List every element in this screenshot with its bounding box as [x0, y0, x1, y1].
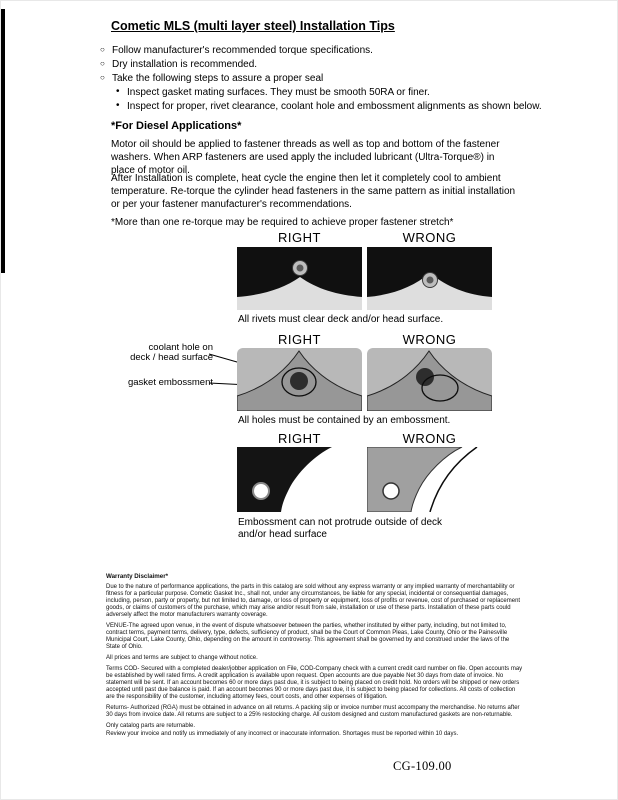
retorque-note: *More than one re-torque may be required to achieve proper fastener stretch*: [111, 217, 454, 228]
list-item-text: Inspect for proper, rivet clearance, coolant hole and embossment alignments as shown below.: [127, 101, 542, 112]
warranty-disclaimer-heading: Warranty Disclaimer*: [106, 573, 169, 580]
embossment-right-diagram: [237, 447, 362, 512]
circle-bullet-icon: ○: [100, 45, 105, 54]
list-item: [100, 72, 542, 84]
embossment-caption-line1: Embossment can not protrude outside of deck: [238, 517, 443, 528]
tips-list: [100, 44, 542, 114]
diesel-paragraph-2: After Installation is complete, heat cycle the engine then let it completely cool to ambient temperature. Re-torque the cylinder head fasteners in the same pattern as initial installation or per your fastener manufacturer's recommendations.: [111, 173, 516, 210]
circle-bullet-icon: ○: [100, 73, 105, 82]
legal-paragraph: Review your invoice and notify us immediately of any incorrect or inaccurate information. Shortages must be reported within 10 days.: [106, 730, 459, 737]
rivet-wrong-diagram: [367, 247, 492, 310]
wrong-heading: WRONG: [402, 431, 457, 446]
diesel-applications-heading: *For Diesel Applications*: [111, 120, 242, 132]
list-item: [100, 58, 542, 70]
wrong-heading: WRONG: [402, 230, 457, 245]
rivet-caption: All rivets must clear deck and/or head surface.: [238, 314, 444, 325]
coolant-hole-callout: coolant hole on deck / head surface: [130, 342, 213, 363]
diesel-paragraph-1: Motor oil should be applied to fastener threads as well as top and bottom of the fastener washers. When ARP fasteners are used apply the included lubricant (Ultra-Torque®) in place of motor oil.: [111, 139, 500, 176]
legal-paragraph: All prices and terms are subject to change without notice.: [106, 655, 258, 661]
embossment-wrong-diagram: [367, 447, 492, 512]
list-item: [100, 100, 542, 112]
legal-paragraph: VENUE-The agreed upon venue, in the event of dispute whatsoever between the parties, whether instituted by either party, including, but not limited to, contract terms, payment terms, delivery, type, defects, sufficiency of product, shall be the Court of Common Pleas, Lake County, Ohio or the Painesville Municipal Court, Lake County, Ohio, depending on the amount in controversy. This agreement shall be governed by and construed under the laws of the State of Ohio.: [106, 623, 510, 650]
right-heading: RIGHT: [278, 332, 321, 347]
list-item-text: Inspect gasket mating surfaces. They must be smooth 50RA or finer.: [127, 87, 430, 98]
coolant-hole-right-diagram: [237, 348, 362, 411]
page-edge-mark: [1, 9, 5, 273]
rivet-right-diagram: [237, 247, 362, 310]
right-heading: RIGHT: [278, 431, 321, 446]
legal-paragraph: Only catalog parts are returnable.: [106, 723, 196, 729]
holes-caption: All holes must be contained by an embossment.: [238, 415, 451, 426]
legal-paragraph: Due to the nature of performance applications, the parts in this catalog are sold without any express warranty or any implied warranty of merchantability or fitness for a particular purpose. Cometic Gasket Inc., shall not, under any circumstances, be liable for any special, incidental or consequential damages, including, person, party or property, but not limited to, damage, or loss of property or equipment, loss of profits or revenue, cost of purchased or replacement goods, or claims of customers of the purchase, which may arise and/or result from sale, installation or use of these parts. Installation of these parts could adversely affect the motor manufacturers warranty coverage.: [106, 584, 521, 618]
list-item: [100, 86, 542, 98]
right-heading: RIGHT: [278, 230, 321, 245]
embossment-caption: [238, 517, 442, 541]
legal-paragraph: Terms COD- Secured with a completed dealer/jobber application on File, COD-Company check with a current credit card number on file. Open accounts may be established by well rated firms. A credit application is available upon request. Open accounts are due payable Net 30 days from date of invoice. No statement will be sent. If an account becomes 60 or more days past due, it is subject to being placed on credit hold. No orders will be shipped or new orders accepted until past due balance is paid. If an account becomes 90 or more days past due, it is subject to being placed for collections. All costs of collection are the responsibility of the customer, including attorney fees, court costs, and other expenses of litigation.: [106, 666, 523, 700]
document-number: CG-109.00: [393, 759, 452, 773]
page-title: Cometic MLS (multi layer steel) Installation Tips: [111, 19, 395, 33]
dot-bullet-icon: •: [116, 100, 120, 111]
legal-paragraph: Returns- Authorized (RGA) must be obtained in advance on all returns. A packing slip or invoice number must accompany the merchandise. No returns after 30 days from invoice date. All returns are subject to a 25% restocking charge. All custom designed and custom manufactured gaskets are non-returnable.: [106, 705, 520, 718]
list-item-text: Follow manufacturer's recommended torque specifications.: [112, 45, 373, 56]
circle-bullet-icon: ○: [100, 59, 105, 68]
gasket-embossment-callout: gasket embossment: [127, 377, 213, 388]
coolant-hole-wrong-diagram: [367, 348, 492, 411]
list-item: [100, 44, 542, 56]
list-item-text: Dry installation is recommended.: [112, 59, 258, 70]
legal-section: [106, 573, 524, 742]
dot-bullet-icon: •: [116, 86, 120, 97]
list-item-text: Take the following steps to assure a proper seal: [112, 73, 324, 84]
wrong-heading: WRONG: [402, 332, 457, 347]
embossment-caption-line2: and/or head surface: [238, 529, 327, 540]
